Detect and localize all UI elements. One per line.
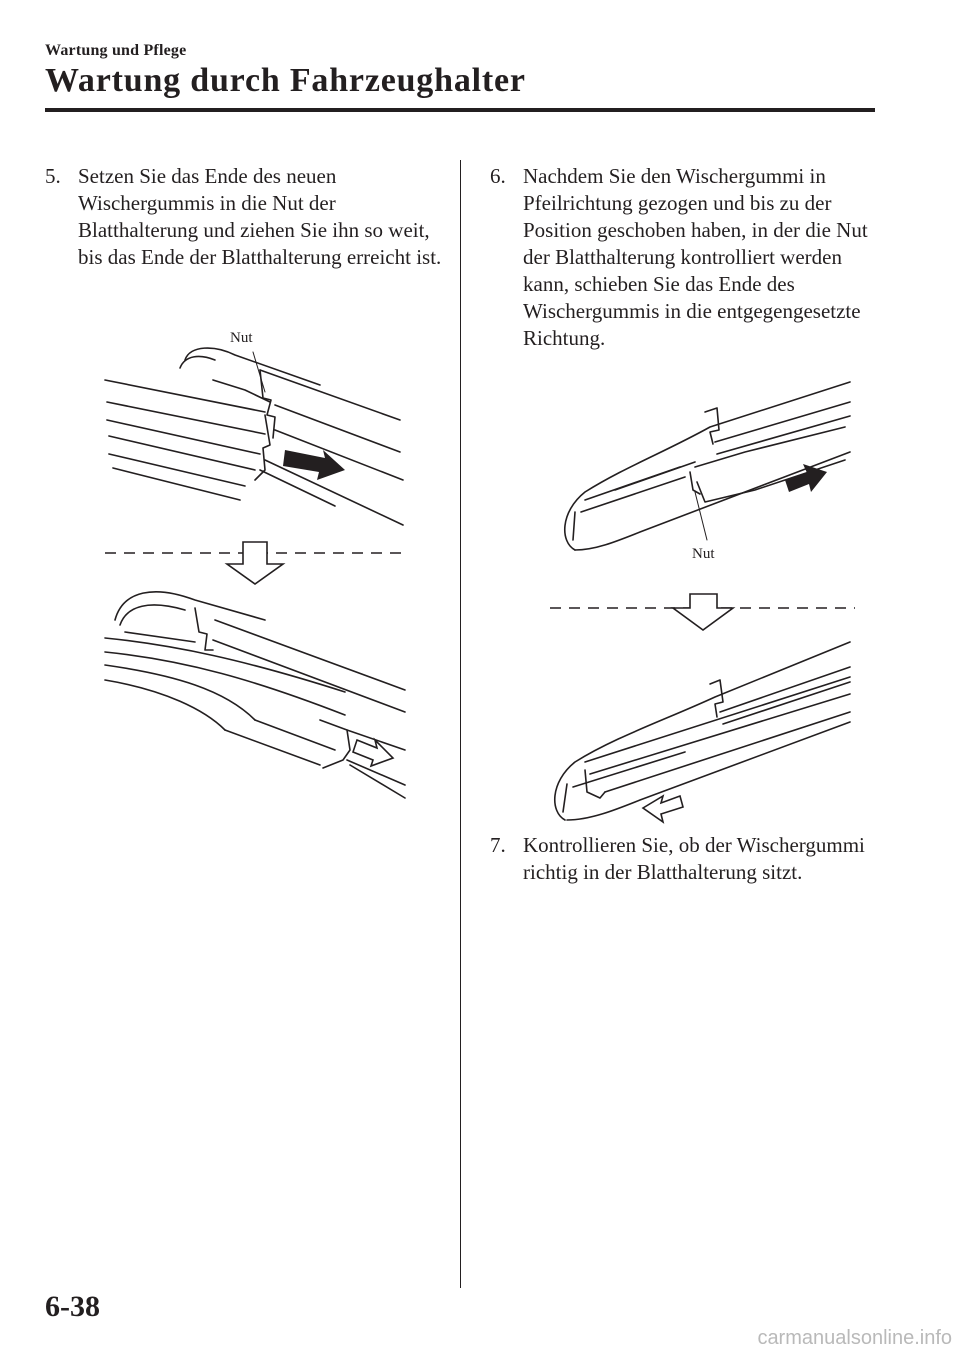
step-6 [490, 163, 880, 352]
section-label: Wartung und Pflege [45, 42, 187, 59]
wiper-slide-back-illustration [545, 372, 865, 842]
step-number: 7. [490, 833, 506, 857]
wiper-insertion-illustration [95, 320, 415, 810]
step-text: Kontrollieren Sie, ob der Wischergummi richtig in der Blatthalterung sitzt. [523, 833, 865, 884]
nut-label: Nut [230, 330, 253, 346]
watermark: carmanualsonline.info [757, 1327, 952, 1349]
column-divider [460, 160, 461, 1288]
step-text: Setzen Sie das Ende des neuen Wischergummis in die Nut der Blatthalterung und ziehen Sie ihn so weit, bis das Ende der Blatthalterung erreicht ist. [78, 164, 442, 269]
nut-label: Nut [692, 546, 715, 562]
page-number: 6-38 [45, 1290, 100, 1323]
step-number: 6. [490, 164, 506, 188]
step-number: 5. [45, 164, 61, 188]
page-title: Wartung durch Fahrzeughalter [45, 62, 526, 99]
header-rule [45, 108, 875, 112]
step-5 [45, 163, 445, 271]
step-text: Nachdem Sie den Wischergummi in Pfeilrichtung gezogen und bis zu der Position geschoben haben, in der die Nut der Blatthalterung kontrolliert werden kann, schieben Sie das Ende des Wischergummis in die entgegengesetzte Richtung. [523, 164, 868, 350]
